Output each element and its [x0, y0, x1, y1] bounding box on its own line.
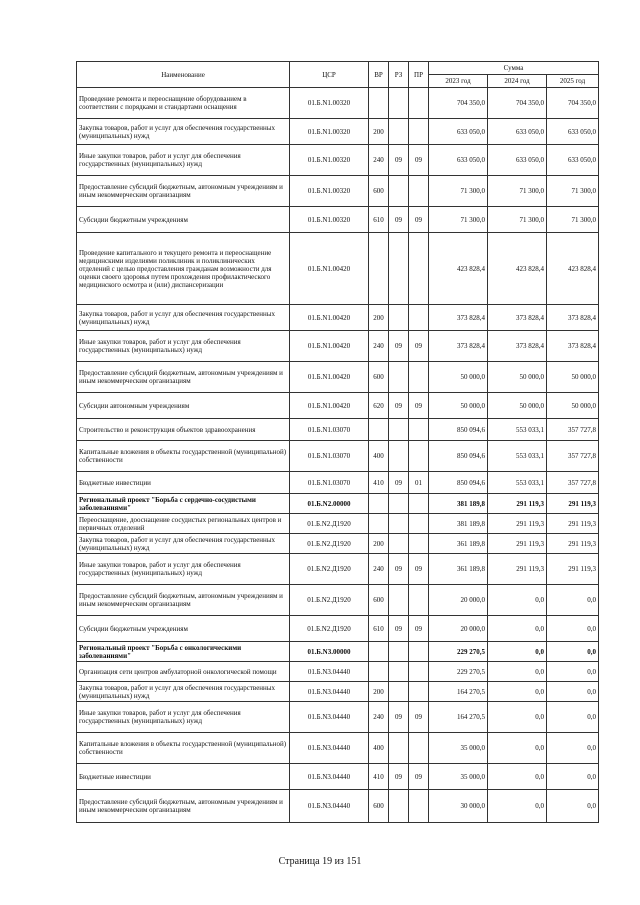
- cell-vr: 200: [369, 534, 389, 554]
- header-vr: ВР: [369, 62, 389, 88]
- cell-rz: [389, 494, 409, 514]
- cell-csr: 01.Б.N1.00420: [290, 331, 369, 362]
- cell-csr: 01.Б.N1.00420: [290, 393, 369, 419]
- cell-y2024: 0,0: [488, 790, 547, 823]
- cell-pr: 09: [409, 145, 429, 176]
- cell-name: Иные закупки товаров, работ и услуг для обеспечения государственных (муниципальных) нужд: [77, 554, 290, 585]
- cell-y2025: 291 119,3: [547, 534, 599, 554]
- cell-rz: [389, 733, 409, 764]
- cell-pr: [409, 642, 429, 662]
- cell-vr: [369, 419, 389, 441]
- table-row: [77, 514, 599, 534]
- cell-pr: [409, 176, 429, 207]
- cell-name: Закупка товаров, работ и услуг для обеспечения государственных (муниципальных) нужд: [77, 305, 290, 331]
- cell-csr: 01.Б.N1.03070: [290, 441, 369, 472]
- cell-y2023: 423 828,4: [429, 233, 488, 305]
- cell-pr: [409, 585, 429, 616]
- cell-vr: 240: [369, 702, 389, 733]
- cell-name: Капитальные вложения в объекты государственной (муниципальной) собственности: [77, 441, 290, 472]
- cell-csr: 01.Б.N3.04440: [290, 702, 369, 733]
- cell-pr: [409, 662, 429, 682]
- cell-y2024: 0,0: [488, 702, 547, 733]
- cell-rz: [389, 534, 409, 554]
- cell-name: Проведение ремонта и переоснащение оборудованием в соответствии с порядками и стандартами оснащения: [77, 88, 290, 119]
- cell-pr: [409, 514, 429, 534]
- header-year-2025: 2025 год: [547, 75, 599, 88]
- table-row: [77, 145, 599, 176]
- cell-name: Иные закупки товаров, работ и услуг для обеспечения государственных (муниципальных) нужд: [77, 702, 290, 733]
- cell-y2024: 553 033,1: [488, 419, 547, 441]
- cell-y2023: 850 094,6: [429, 419, 488, 441]
- cell-vr: [369, 494, 389, 514]
- cell-y2023: 361 189,8: [429, 534, 488, 554]
- cell-y2023: 229 270,5: [429, 642, 488, 662]
- cell-y2025: 0,0: [547, 662, 599, 682]
- cell-vr: 240: [369, 554, 389, 585]
- cell-rz: [389, 88, 409, 119]
- cell-y2023: 50 000,0: [429, 362, 488, 393]
- cell-csr: 01.Б.N3.04440: [290, 764, 369, 790]
- cell-y2023: 381 189,8: [429, 514, 488, 534]
- cell-y2024: 633 050,0: [488, 145, 547, 176]
- cell-name: Переоснащение, дооснащение сосудистых региональных центров и первичных отделений: [77, 514, 290, 534]
- cell-csr: 01.Б.N3.04440: [290, 662, 369, 682]
- cell-rz: [389, 305, 409, 331]
- cell-y2024: 0,0: [488, 616, 547, 642]
- cell-y2025: 704 350,0: [547, 88, 599, 119]
- cell-y2025: 291 119,3: [547, 554, 599, 585]
- cell-y2023: 20 000,0: [429, 585, 488, 616]
- cell-y2025: 0,0: [547, 616, 599, 642]
- cell-y2023: 381 189,8: [429, 494, 488, 514]
- cell-y2023: 35 000,0: [429, 733, 488, 764]
- cell-rz: [389, 233, 409, 305]
- cell-csr: 01.Б.N1.03070: [290, 472, 369, 494]
- cell-name: Закупка товаров, работ и услуг для обеспечения государственных (муниципальных) нужд: [77, 682, 290, 702]
- table-row: [77, 494, 599, 514]
- cell-vr: [369, 662, 389, 682]
- cell-y2023: 71 300,0: [429, 176, 488, 207]
- cell-name: Предоставление субсидий бюджетным, автономным учреждениям и иным некоммерческим организациям: [77, 362, 290, 393]
- table-row: [77, 554, 599, 585]
- cell-name: Субсидии автономным учреждениям: [77, 393, 290, 419]
- cell-vr: 600: [369, 176, 389, 207]
- cell-rz: [389, 119, 409, 145]
- header-name: Наименование: [77, 62, 290, 88]
- cell-csr: 01.Б.N1.00320: [290, 176, 369, 207]
- cell-csr: 01.Б.N2.00000: [290, 494, 369, 514]
- cell-csr: 01.Б.N2.Д1920: [290, 534, 369, 554]
- cell-y2024: 553 033,1: [488, 472, 547, 494]
- cell-pr: 09: [409, 616, 429, 642]
- cell-rz: [389, 441, 409, 472]
- header-rz: РЗ: [389, 62, 409, 88]
- cell-rz: 09: [389, 331, 409, 362]
- cell-name: Бюджетные инвестиции: [77, 764, 290, 790]
- cell-y2024: 423 828,4: [488, 233, 547, 305]
- cell-y2025: 0,0: [547, 585, 599, 616]
- cell-rz: 09: [389, 472, 409, 494]
- cell-name: Бюджетные инвестиции: [77, 472, 290, 494]
- cell-rz: [389, 514, 409, 534]
- table-row: [77, 331, 599, 362]
- cell-y2024: 291 119,3: [488, 534, 547, 554]
- cell-vr: 600: [369, 790, 389, 823]
- cell-name: Капитальные вложения в объекты государственной (муниципальной) собственности: [77, 733, 290, 764]
- cell-y2024: 50 000,0: [488, 393, 547, 419]
- cell-csr: 01.Б.N3.04440: [290, 733, 369, 764]
- cell-y2024: 373 828,4: [488, 305, 547, 331]
- cell-csr: 01.Б.N1.00420: [290, 362, 369, 393]
- cell-y2025: 357 727,8: [547, 441, 599, 472]
- table-row: [77, 733, 599, 764]
- budget-table: [76, 61, 599, 823]
- cell-vr: 200: [369, 119, 389, 145]
- table-row: [77, 207, 599, 233]
- cell-y2023: 850 094,6: [429, 441, 488, 472]
- cell-rz: [389, 642, 409, 662]
- table-row: [77, 616, 599, 642]
- cell-y2023: 850 094,6: [429, 472, 488, 494]
- cell-name: Предоставление субсидий бюджетным, автономным учреждениям и иным некоммерческим организациям: [77, 790, 290, 823]
- cell-vr: 240: [369, 145, 389, 176]
- header-sum: Сумма: [429, 62, 599, 75]
- cell-y2024: 0,0: [488, 585, 547, 616]
- cell-name: Проведение капитального и текущего ремонта и переоснащение медицинскими изделиями поликлиник и поликлинических отделений с целью предоставления гражданам возможности для оценки своего здоровья путем прохождения профилактического медицинского осмотра и (или) диспансеризации: [77, 233, 290, 305]
- cell-pr: 09: [409, 764, 429, 790]
- cell-y2024: 71 300,0: [488, 207, 547, 233]
- table-row: [77, 682, 599, 702]
- cell-rz: 09: [389, 554, 409, 585]
- cell-name: Иные закупки товаров, работ и услуг для обеспечения государственных (муниципальных) нужд: [77, 331, 290, 362]
- cell-vr: 410: [369, 764, 389, 790]
- cell-csr: 01.Б.N3.04440: [290, 682, 369, 702]
- cell-y2023: 35 000,0: [429, 764, 488, 790]
- cell-vr: [369, 88, 389, 119]
- table-row: [77, 176, 599, 207]
- cell-pr: 09: [409, 207, 429, 233]
- cell-rz: 09: [389, 764, 409, 790]
- cell-rz: [389, 682, 409, 702]
- table-row: [77, 441, 599, 472]
- table-row: [77, 393, 599, 419]
- cell-vr: 610: [369, 207, 389, 233]
- cell-y2023: 633 050,0: [429, 145, 488, 176]
- cell-vr: 610: [369, 616, 389, 642]
- cell-y2023: 633 050,0: [429, 119, 488, 145]
- cell-csr: 01.Б.N1.00420: [290, 233, 369, 305]
- cell-y2025: 423 828,4: [547, 233, 599, 305]
- cell-pr: [409, 441, 429, 472]
- cell-y2025: 291 119,3: [547, 514, 599, 534]
- table-row: [77, 702, 599, 733]
- cell-pr: [409, 233, 429, 305]
- cell-pr: [409, 534, 429, 554]
- cell-y2025: 373 828,4: [547, 331, 599, 362]
- cell-name: Организация сети центров амбулаторной онкологической помощи: [77, 662, 290, 682]
- cell-y2024: 50 000,0: [488, 362, 547, 393]
- cell-y2024: 0,0: [488, 682, 547, 702]
- cell-csr: 01.Б.N1.00320: [290, 88, 369, 119]
- cell-y2023: 704 350,0: [429, 88, 488, 119]
- cell-rz: [389, 662, 409, 682]
- cell-y2023: 373 828,4: [429, 305, 488, 331]
- cell-rz: 09: [389, 393, 409, 419]
- cell-y2023: 361 189,8: [429, 554, 488, 585]
- cell-y2025: 373 828,4: [547, 305, 599, 331]
- table-row: [77, 88, 599, 119]
- cell-csr: 01.Б.N2.Д1920: [290, 616, 369, 642]
- cell-y2024: 373 828,4: [488, 331, 547, 362]
- cell-csr: 01.Б.N3.04440: [290, 790, 369, 823]
- cell-y2024: 291 119,3: [488, 514, 547, 534]
- cell-name: Региональный проект "Борьба с сердечно-сосудистыми заболеваниями": [77, 494, 290, 514]
- cell-pr: 09: [409, 554, 429, 585]
- table-body: [77, 88, 599, 823]
- cell-vr: 620: [369, 393, 389, 419]
- cell-y2025: 291 119,3: [547, 494, 599, 514]
- cell-csr: 01.Б.N1.00320: [290, 145, 369, 176]
- cell-y2025: 633 050,0: [547, 119, 599, 145]
- cell-vr: 410: [369, 472, 389, 494]
- cell-y2023: 229 270,5: [429, 662, 488, 682]
- header-year-2024: 2024 год: [488, 75, 547, 88]
- cell-rz: [389, 790, 409, 823]
- cell-csr: 01.Б.N1.00320: [290, 207, 369, 233]
- cell-y2025: 357 727,8: [547, 419, 599, 441]
- cell-y2024: 633 050,0: [488, 119, 547, 145]
- table-row: [77, 790, 599, 823]
- cell-pr: [409, 682, 429, 702]
- cell-name: Закупка товаров, работ и услуг для обеспечения государственных (муниципальных) нужд: [77, 534, 290, 554]
- cell-y2024: 553 033,1: [488, 441, 547, 472]
- table-row: [77, 419, 599, 441]
- cell-csr: 01.Б.N1.00320: [290, 119, 369, 145]
- table-row: [77, 585, 599, 616]
- page-number: Страница 19 из 151: [278, 856, 362, 867]
- cell-y2025: 0,0: [547, 682, 599, 702]
- cell-pr: 01: [409, 472, 429, 494]
- table-row: [77, 642, 599, 662]
- cell-y2025: 50 000,0: [547, 362, 599, 393]
- cell-csr: 01.Б.N2.Д1920: [290, 585, 369, 616]
- cell-pr: [409, 733, 429, 764]
- cell-rz: [389, 176, 409, 207]
- cell-rz: 09: [389, 616, 409, 642]
- cell-y2024: 0,0: [488, 764, 547, 790]
- cell-vr: 200: [369, 305, 389, 331]
- cell-rz: 09: [389, 702, 409, 733]
- cell-vr: [369, 514, 389, 534]
- cell-y2025: 71 300,0: [547, 176, 599, 207]
- cell-y2025: 357 727,8: [547, 472, 599, 494]
- cell-y2024: 0,0: [488, 662, 547, 682]
- cell-y2024: 0,0: [488, 733, 547, 764]
- table-row: [77, 472, 599, 494]
- cell-pr: 09: [409, 393, 429, 419]
- table-row: [77, 305, 599, 331]
- cell-pr: [409, 362, 429, 393]
- cell-y2024: 291 119,3: [488, 494, 547, 514]
- header-year-2023: 2023 год: [429, 75, 488, 88]
- cell-rz: [389, 419, 409, 441]
- cell-name: Предоставление субсидий бюджетным, автономным учреждениям и иным некоммерческим организациям: [77, 585, 290, 616]
- cell-y2025: 0,0: [547, 702, 599, 733]
- cell-rz: [389, 362, 409, 393]
- cell-y2023: 71 300,0: [429, 207, 488, 233]
- cell-vr: [369, 642, 389, 662]
- cell-pr: [409, 305, 429, 331]
- header-csr: ЦСР: [290, 62, 369, 88]
- cell-y2023: 20 000,0: [429, 616, 488, 642]
- cell-csr: 01.Б.N1.00420: [290, 305, 369, 331]
- cell-vr: 200: [369, 682, 389, 702]
- cell-y2023: 373 828,4: [429, 331, 488, 362]
- cell-y2025: 0,0: [547, 733, 599, 764]
- cell-y2023: 30 000,0: [429, 790, 488, 823]
- cell-pr: [409, 790, 429, 823]
- cell-y2025: 71 300,0: [547, 207, 599, 233]
- cell-csr: 01.Б.N2.Д1920: [290, 514, 369, 534]
- cell-y2024: 0,0: [488, 642, 547, 662]
- table-row: [77, 119, 599, 145]
- cell-csr: 01.Б.N1.03070: [290, 419, 369, 441]
- cell-y2025: 0,0: [547, 764, 599, 790]
- table-row: [77, 662, 599, 682]
- cell-name: Закупка товаров, работ и услуг для обеспечения государственных (муниципальных) нужд: [77, 119, 290, 145]
- cell-y2024: 291 119,3: [488, 554, 547, 585]
- cell-y2025: 633 050,0: [547, 145, 599, 176]
- cell-vr: 600: [369, 362, 389, 393]
- cell-csr: 01.Б.N2.Д1920: [290, 554, 369, 585]
- cell-pr: 09: [409, 331, 429, 362]
- table-row: [77, 764, 599, 790]
- cell-pr: [409, 494, 429, 514]
- cell-name: Предоставление субсидий бюджетным, автономным учреждениям и иным некоммерческим организациям: [77, 176, 290, 207]
- cell-vr: 240: [369, 331, 389, 362]
- table-row: [77, 233, 599, 305]
- cell-vr: 400: [369, 733, 389, 764]
- cell-y2025: 0,0: [547, 790, 599, 823]
- cell-rz: [389, 585, 409, 616]
- cell-name: Региональный проект "Борьба с онкологическими заболеваниями": [77, 642, 290, 662]
- cell-y2023: 50 000,0: [429, 393, 488, 419]
- cell-rz: 09: [389, 207, 409, 233]
- cell-y2024: 704 350,0: [488, 88, 547, 119]
- cell-y2025: 0,0: [547, 642, 599, 662]
- cell-name: Строительство и реконструкция объектов здравоохранения: [77, 419, 290, 441]
- cell-name: Субсидии бюджетным учреждениям: [77, 616, 290, 642]
- cell-csr: 01.Б.N3.00000: [290, 642, 369, 662]
- cell-y2023: 164 270,5: [429, 682, 488, 702]
- cell-y2023: 164 270,5: [429, 702, 488, 733]
- table-header-row: [77, 62, 599, 75]
- cell-name: Субсидии бюджетным учреждениям: [77, 207, 290, 233]
- cell-name: Иные закупки товаров, работ и услуг для обеспечения государственных (муниципальных) нужд: [77, 145, 290, 176]
- table-row: [77, 362, 599, 393]
- cell-vr: 400: [369, 441, 389, 472]
- cell-pr: [409, 88, 429, 119]
- table-row: [77, 534, 599, 554]
- cell-pr: [409, 119, 429, 145]
- cell-y2025: 50 000,0: [547, 393, 599, 419]
- cell-vr: 600: [369, 585, 389, 616]
- header-pr: ПР: [409, 62, 429, 88]
- cell-y2024: 71 300,0: [488, 176, 547, 207]
- cell-rz: 09: [389, 145, 409, 176]
- cell-vr: [369, 233, 389, 305]
- cell-pr: [409, 419, 429, 441]
- cell-pr: 09: [409, 702, 429, 733]
